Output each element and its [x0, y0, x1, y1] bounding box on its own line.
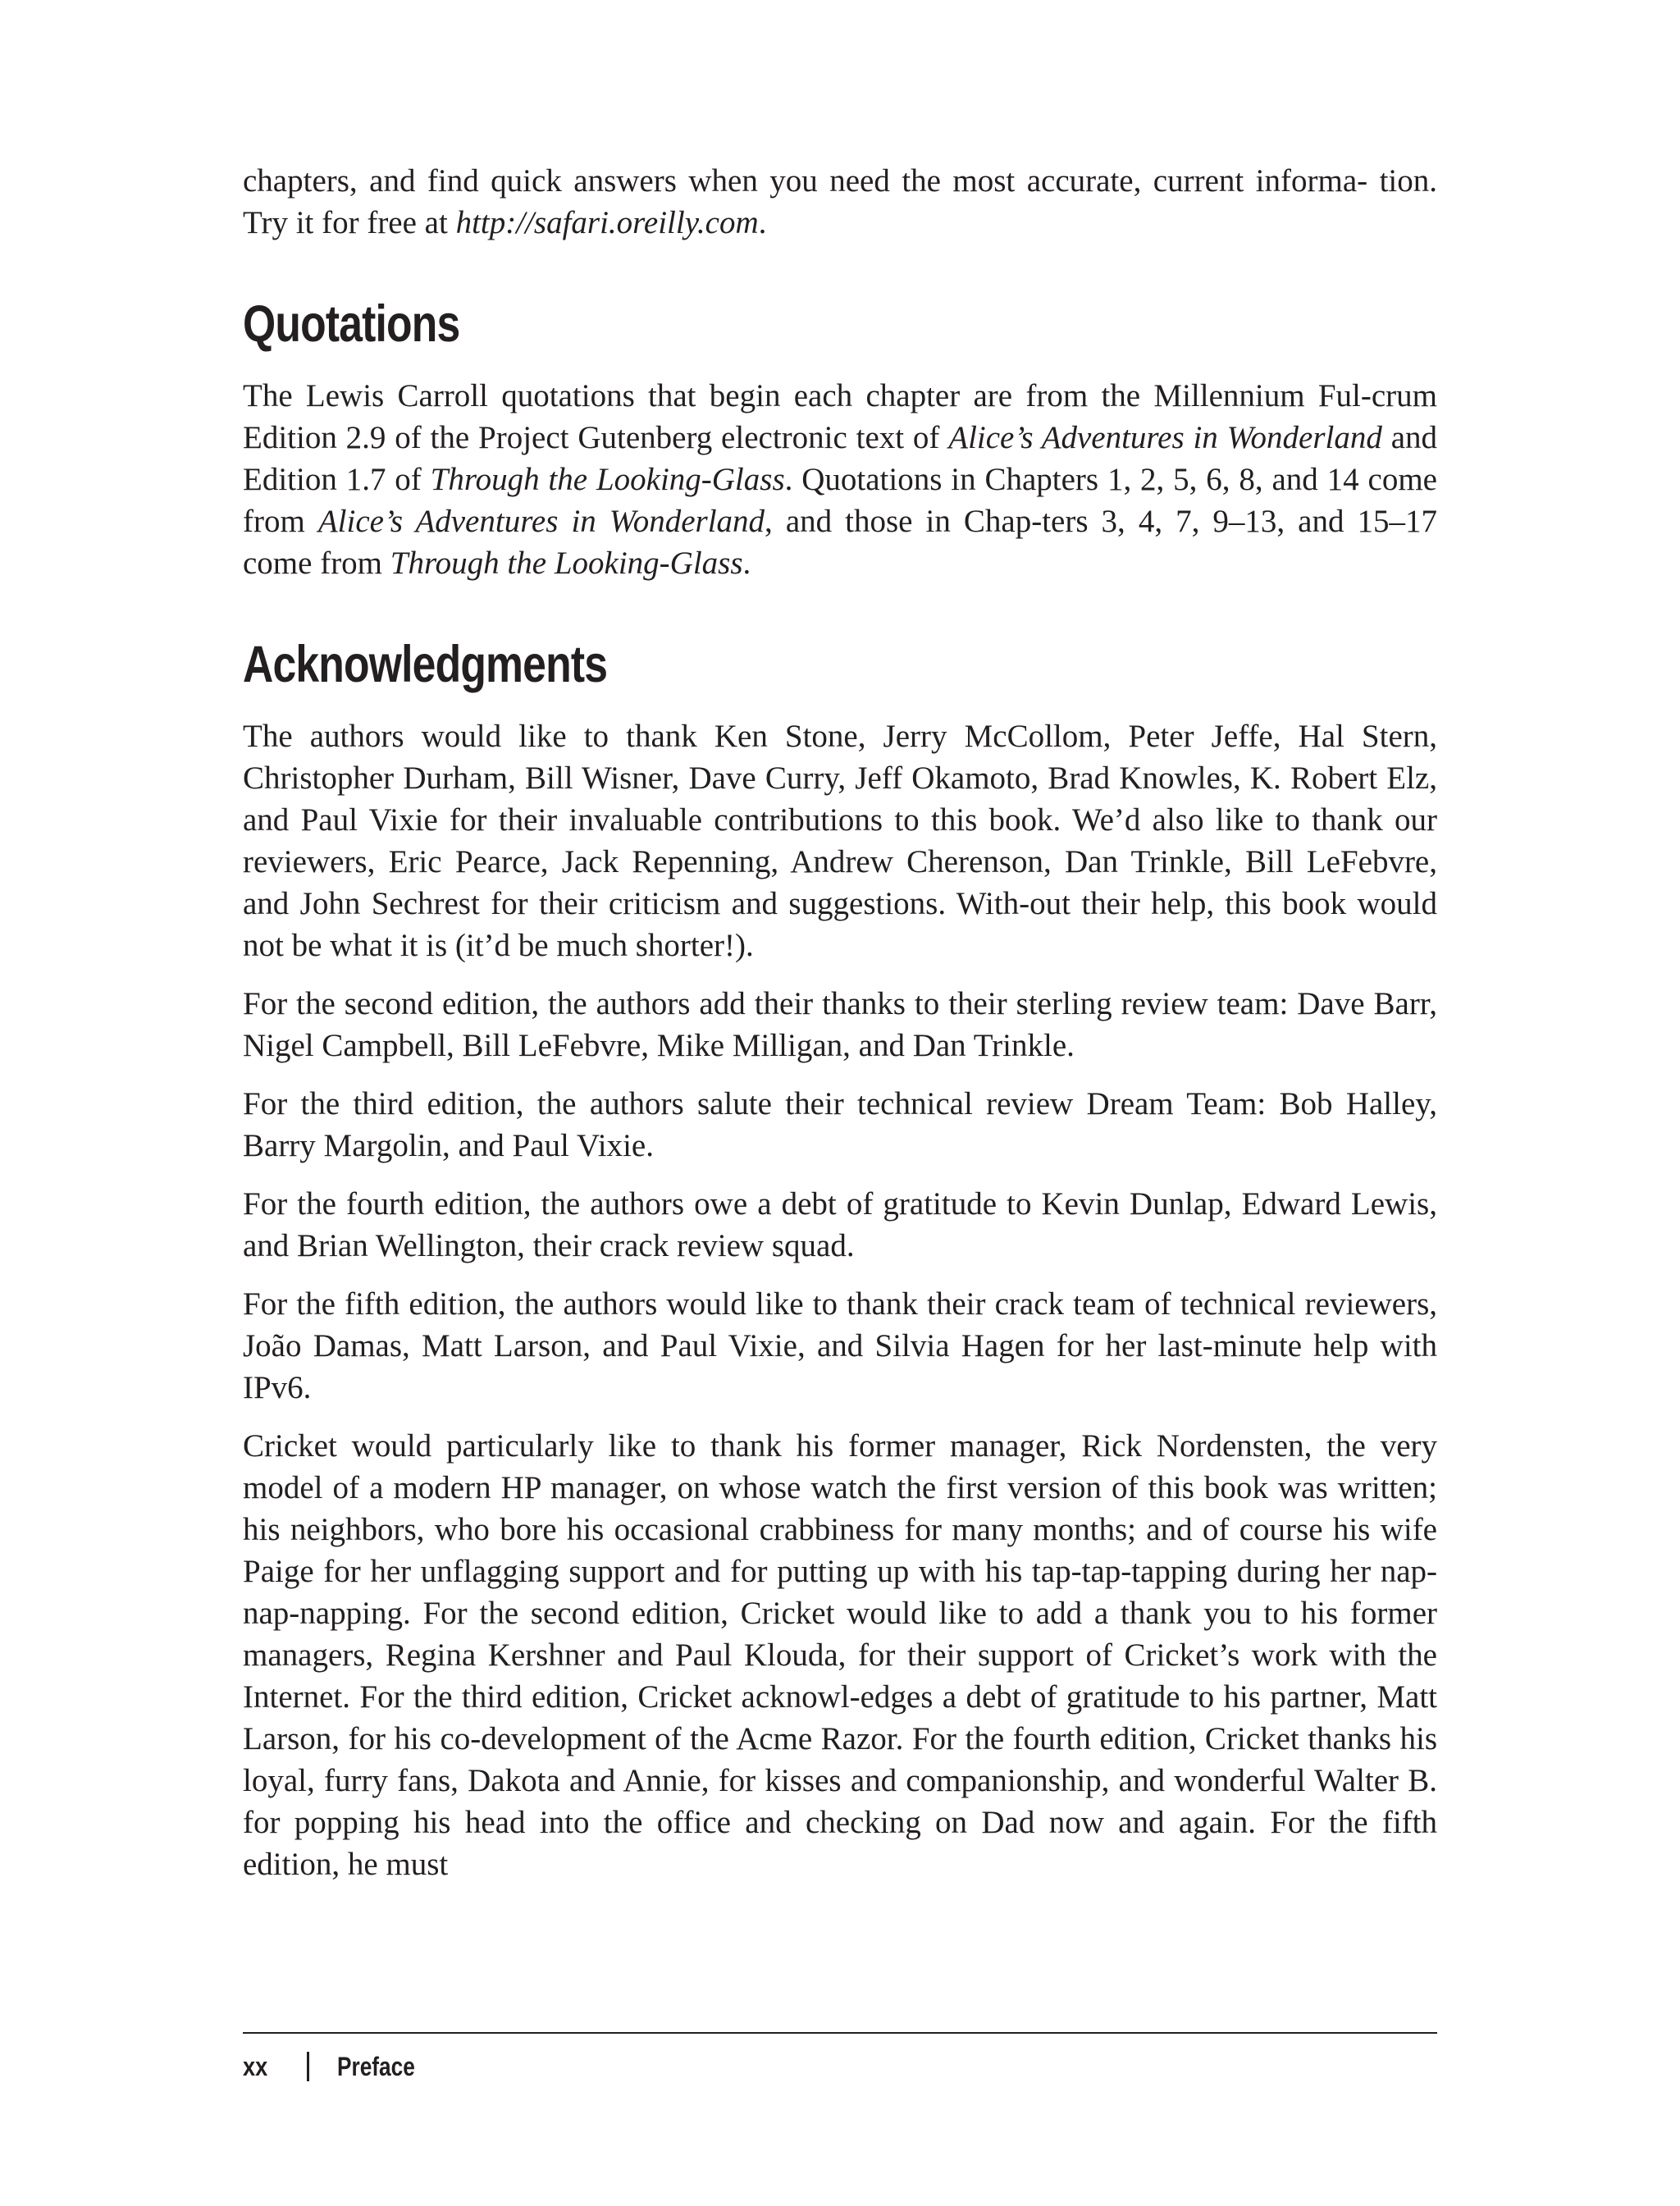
ack-paragraph: For the second edition, the authors add their thanks to their sterling review team: Dave Barr, Nigel Campbell, Bill LeFebvre, Mike Milligan, and Dan Trinkle.	[243, 986, 1437, 1063]
quotations-title-2: Through the Looking-Glass	[430, 462, 785, 497]
intro-paragraph	[243, 160, 1437, 244]
ack-paragraph: For the third edition, the authors salute their technical review Dream Team: Bob Halley, Barry Margolin, and Paul Vixie.	[243, 1086, 1437, 1163]
acknowledgments-heading: Acknowledgments	[243, 636, 608, 693]
quotations-text-5: .	[742, 546, 751, 581]
quotations-heading: Quotations	[243, 295, 460, 353]
quotations-title-4: Through the Looking-Glass	[390, 546, 743, 581]
ack-paragraph: Cricket would particularly like to thank his former manager, Rick Nordensten, the very model of a modern HP manager, on whose watch the first version of this book was written; his neighbors, who bore his occasional crabbiness for many months; and of course his wife Paige for her unflagging support and for putting up with his tap-tap-tapping during her nap-nap-napping. For the second edition, Cricket would like to add a thank you to his former managers, Regina Kershner and Paul Klouda, for their support of Cricket’s work with the Internet. For the third edition, Cricket acknowl-edges a debt of gratitude to his partner, Matt Larson, for his co-development of the Acme Razor. For the fourth edition, Cricket thanks his loyal, furry fans, Dakota and Annie, for kisses and companionship, and wonderful Walter B. for popping his head into the office and checking on Dad now and again. For the fifth edition, he must	[243, 1428, 1437, 1882]
page-footer	[243, 2032, 1437, 2083]
running-head: Preface	[336, 2052, 415, 2081]
ack-paragraph: The authors would like to thank Ken Stone, Jerry McCollom, Peter Jeffe, Hal Stern, Christopher Durham, Bill Wisner, Dave Curry, Jeff Okamoto, Brad Knowles, K. Robert Elz, and Paul Vixie for their invaluable contributions to this book. We’d also like to thank our reviewers, Eric Pearce, Jack Repenning, Andrew Cherenson, Dan Trinkle, Bill LeFebvre, and John Sechrest for their criticism and suggestions. With-out their help, this book would not be what it is (it’d be much shorter!).	[243, 719, 1437, 963]
quotations-title-1: Alice’s Adventures in Wonderland	[948, 420, 1382, 455]
intro-line-1: chapters, and find quick answers when you need the most accurate, current informa-	[243, 163, 1368, 199]
ack-paragraph: For the fourth edition, the authors owe a debt of gratitude to Kevin Dunlap, Edward Lewis, and Brian Wellington, their crack review squad.	[243, 1186, 1437, 1263]
footer-divider	[307, 2052, 309, 2081]
quotations-paragraph	[243, 375, 1437, 584]
quotations-text-1: The Lewis Carroll quotations that begin each chapter are from the Millennium Ful-crum Edition 2.9 of the Project Gutenberg electronic text of	[243, 378, 1437, 455]
safari-url[interactable]: http://safari.oreilly.com	[455, 205, 759, 240]
acknowledgments-section	[243, 715, 1437, 1885]
quotations-text-3: . Quotations in Chapters 1, 2, 5, 6, 8, and 14 come from	[243, 462, 1437, 539]
quotations-text-2: and Edition 1.7 of	[243, 420, 1437, 497]
quotations-title-3: Alice’s Adventures in Wonderland	[317, 504, 765, 539]
ack-paragraph: For the fifth edition, the authors would like to thank their crack team of technical reviewers, João Damas, Matt Larson, and Paul Vixie, and Silvia Hagen for her last-minute help with IPv6.	[243, 1286, 1437, 1405]
quotations-text-4: , and those in Chap-ters 3, 4, 7, 9–13, and 15–17 come from	[243, 504, 1437, 581]
footer-row	[243, 2050, 431, 2083]
intro-line-2-text: tion. Try it for free at	[243, 163, 1438, 240]
intro-line-2-end: .	[758, 205, 767, 240]
page-number: xx	[243, 2052, 268, 2081]
page-body	[243, 160, 1437, 1885]
